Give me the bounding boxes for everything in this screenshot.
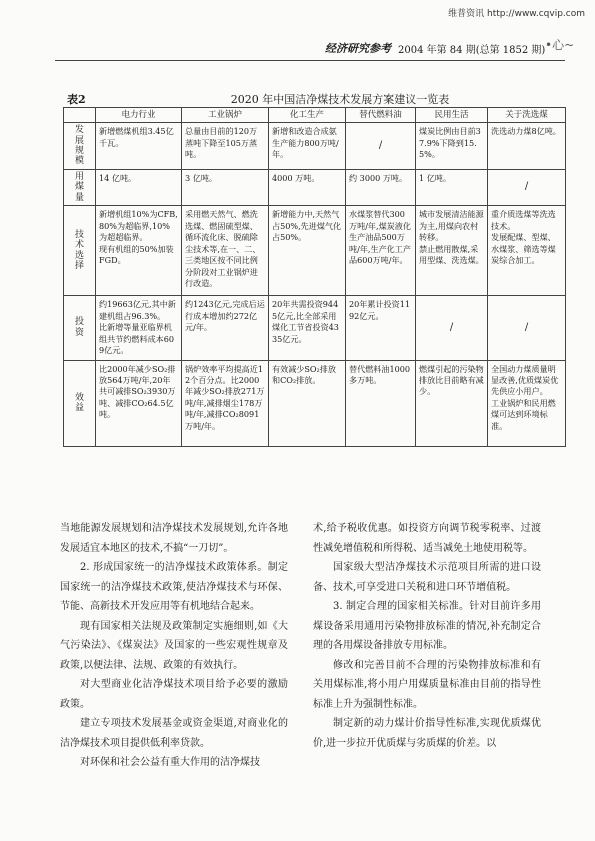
table-cell: 新增燃煤机组3.45亿千瓦。 xyxy=(96,123,182,170)
row-header xyxy=(64,123,96,170)
row-header xyxy=(64,170,96,206)
column-header: 替代燃料油 xyxy=(346,108,416,123)
row-header-char: 煤 xyxy=(74,182,84,193)
row-header-char: 展 xyxy=(74,135,84,146)
table-cell: / xyxy=(488,296,566,360)
row-header xyxy=(64,296,96,360)
table-cell: 全国动力煤质量明显改善,优质煤炭优先供应小用户。 工业锅炉和民用燃煤可达到环境标准。 xyxy=(488,360,566,446)
row-header-char: 模 xyxy=(74,156,84,167)
page-header xyxy=(0,38,595,58)
table-cell: 重介质选煤等洗选技术。 发展配煤、型煤、水煤浆、筛选等煤炭综合加工。 xyxy=(488,206,566,296)
table-cell: 3 亿吨。 xyxy=(182,170,269,206)
row-header-char: 量 xyxy=(74,192,84,203)
clean-coal-plan-table xyxy=(63,107,566,447)
body-paragraph: 3. 制定合理的国家相关标准。针对目前许多用煤设备采用通用污染物排放标准的情况,补充制定合理的各用煤设备排放专用标准。 xyxy=(313,601,541,651)
table-cell: 约 3000 万吨。 xyxy=(346,170,416,206)
column-header: 化工生产 xyxy=(269,108,346,123)
body-column-left xyxy=(60,519,288,773)
row-header-char: 术 xyxy=(74,240,84,251)
table-cell: 4000 万吨。 xyxy=(269,170,346,206)
table-row xyxy=(64,170,566,206)
table-cell: 水煤浆替代300万吨/年,煤炭液化生产油品500万吨/年,生产化工产品600万吨/年。 xyxy=(346,206,416,296)
table-cell: 有效减少SO₂排放和CO₂排放。 xyxy=(269,360,346,446)
table-cell: 锅炉效率平均提高近12个百分点。比2000年减少SO₂排放271万吨/年,减排烟尘178万吨/年,减排CO₂8091万吨/年。 xyxy=(182,360,269,446)
row-header-char: 用 xyxy=(74,172,84,183)
journal-name: 经济研究参考 xyxy=(325,42,391,55)
table-cell: 城市发展清洁能源为主,用煤向农村转移。 禁止燃用散煤,采用型煤、洗选煤。 xyxy=(416,206,488,296)
body-paragraph: 当地能源发展规划和洁净煤技术发展规划,允许各地发展适宜本地区的技术,不搞“一刀切”。 xyxy=(60,523,288,554)
row-header-char: 效 xyxy=(74,392,84,403)
table-caption: 2020 年中国洁净煤技术发展方案建议一览表 xyxy=(230,93,450,106)
table-cell: 采用燃天然气、燃洗选煤、燃固硫型煤、循环流化床、脱硫除尘技术等,在一、二、三类地区按不同比例分阶段对工业锅炉进行改造。 xyxy=(182,206,269,296)
column-header: 电力行业 xyxy=(96,108,182,123)
row-header xyxy=(64,206,96,296)
body-column-right xyxy=(313,519,541,753)
table-cell: 20年累计投资1192亿元。 xyxy=(346,296,416,360)
body-paragraph: 对大型商业化洁净煤技术项目给予必要的激励政策。 xyxy=(60,679,288,710)
body-paragraph: 现有国家相关法规及政策制定实施细则,如《大气污染法》、《煤炭法》及国家的一些宏观性规章及政策,以便法律、法规、政策的有效执行。 xyxy=(60,620,288,671)
table-cell: / xyxy=(488,170,566,206)
table-cell: 煤炭比例由目前37.9%下降到15.5%。 xyxy=(416,123,488,170)
body-paragraph: 对环保和社会公益有重大作用的洁净煤技 xyxy=(80,757,260,768)
table-row xyxy=(64,360,566,446)
row-header-char: 发 xyxy=(74,125,84,136)
table-label: 表2 xyxy=(67,93,86,106)
table-cell: 1 亿吨。 xyxy=(416,170,488,206)
issue-number: 2004 年第 84 期(总第 1852 期) xyxy=(398,45,546,56)
body-paragraph: 2. 形成国家统一的洁净煤技术政策体系。制定国家统一的洁净煤技术政策,使洁净煤技术与环保、节能、高新技术开发应用等有机地结合起来。 xyxy=(60,562,288,612)
table-cell: 20年共需投资9445亿元,比全部采用煤化工节省投资4335亿元。 xyxy=(269,296,346,360)
row-header-char: 资 xyxy=(74,327,84,338)
table-cell: 替代燃料油1000多万吨。 xyxy=(346,360,416,446)
table-cell: 14 亿吨。 xyxy=(96,170,182,206)
corner-cell xyxy=(64,108,96,123)
table-cell: 比2000年减少SO₂排放564万吨/年,20年共可减排SO₂3930万吨、减排CO₂64.5亿吨。 xyxy=(96,360,182,446)
body-paragraph: 国家级大型洁净煤技术示范项目所需的进口设备、技术,可享受进口关税和进口环节增值税。 xyxy=(313,562,541,593)
body-paragraph: 建立专项技术发展基金或资金渠道,对商业化的洁净煤技术项目提供低利率贷款。 xyxy=(60,718,288,749)
table-cell: 约1243亿元,完成后运行成本增加约272亿元/年。 xyxy=(182,296,269,360)
body-paragraph: 术,给予税收优惠。如投资方向调节税零税率、过渡性减免增值税和所得税、适当减免土地使用税等。 xyxy=(313,523,541,554)
body-paragraph: 制定新的动力煤计价指导性标准,实现优质煤优价,进一步拉开优质煤与劣质煤的价差。以 xyxy=(313,718,541,749)
table-row xyxy=(64,206,566,296)
row-header xyxy=(64,360,96,446)
table-cell: 燃煤引起的污染物排放比目前略有减少。 xyxy=(416,360,488,446)
row-header-char: 投 xyxy=(74,317,84,328)
table-row xyxy=(64,296,566,360)
table-cell: 洗选动力煤8亿吨。 xyxy=(488,123,566,170)
table-header-row xyxy=(64,108,566,123)
watermark: 维普资讯 http://www.cqvip.com xyxy=(448,9,585,19)
column-header: 工业锅炉 xyxy=(182,108,269,123)
column-header: 民用生活 xyxy=(416,108,488,123)
table-cell: / xyxy=(416,296,488,360)
table-row xyxy=(64,123,566,170)
row-header-char: 选 xyxy=(74,250,84,261)
row-header-char: 规 xyxy=(74,146,84,157)
body-paragraph: 修改和完善目前不合理的污染物排放标准和有关用煤标准,将小用户用煤质量标准由目前的指导性标准上升为强制性标准。 xyxy=(313,659,541,710)
header-rule xyxy=(55,60,565,61)
margin-scribble: •心~ xyxy=(545,38,575,52)
table-cell: 新增机组10%为CFB,80%为超临界,10%为超超临界。 现有机组的50%加装FGD。 xyxy=(96,206,182,296)
table-cell: / xyxy=(346,123,416,170)
table-cell: 新增和改造合成氨生产能力800万吨/年。 xyxy=(269,123,346,170)
column-header: 关于洗选煤 xyxy=(488,108,566,123)
table-cell: 约19663亿元,其中新建机组占96.3%。 比新增等量亚临界机组共节约燃料成本609亿元。 xyxy=(96,296,182,360)
row-header-char: 益 xyxy=(74,403,84,414)
row-header-char: 择 xyxy=(74,260,84,271)
table-cell: 新增能力中,天然气占50%,先进煤气化占50%。 xyxy=(269,206,346,296)
row-header-char: 技 xyxy=(74,229,84,240)
table-cell: 总量由目前的120万蒸吨下降至105万蒸吨。 xyxy=(182,123,269,170)
